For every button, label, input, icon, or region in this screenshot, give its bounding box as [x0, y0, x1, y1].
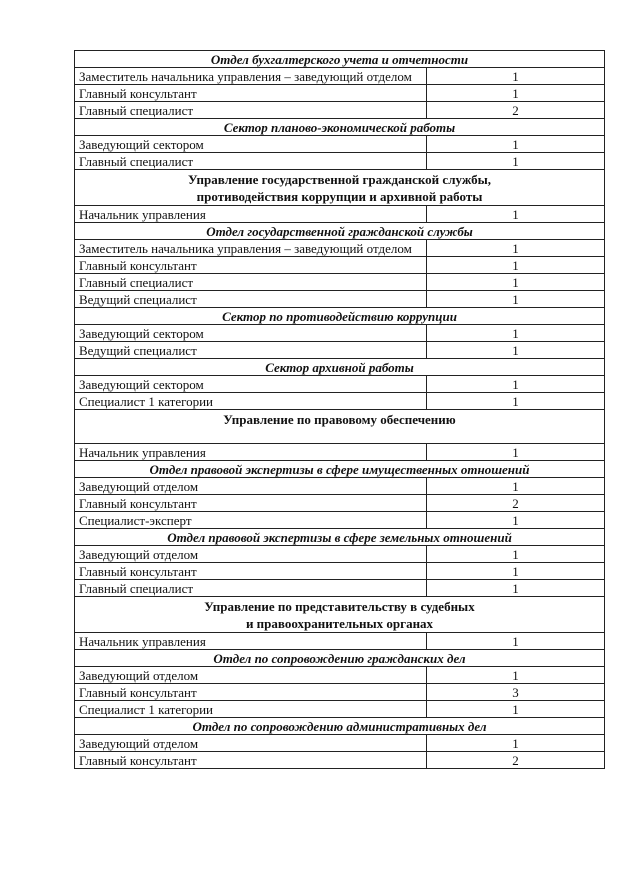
position-title: Главный консультант: [75, 752, 427, 769]
position-count: 1: [427, 136, 605, 153]
position-row: [75, 580, 605, 597]
staff-table-body: [75, 51, 605, 769]
position-title: Главный консультант: [75, 85, 427, 102]
division-header-row: [75, 410, 605, 444]
department-title: Сектор планово-экономической работы: [75, 119, 605, 136]
division-title-line: Управление по представительству в судебных: [204, 599, 475, 614]
position-row: [75, 85, 605, 102]
position-title: Заведующий отделом: [75, 667, 427, 684]
division-title-line: и правоохранительных органах: [245, 616, 434, 631]
department-title: Отдел правовой экспертизы в сфере имущественных отношений: [75, 461, 605, 478]
position-row: [75, 393, 605, 410]
department-title: Отдел бухгалтерского учета и отчетности: [75, 51, 605, 68]
position-title: Начальник управления: [75, 444, 427, 461]
division-title: [75, 410, 605, 444]
position-title: Заведующий отделом: [75, 735, 427, 752]
position-row: [75, 752, 605, 769]
position-row: [75, 495, 605, 512]
position-count: 1: [427, 444, 605, 461]
department-header-row: [75, 119, 605, 136]
position-count: 2: [427, 752, 605, 769]
division-title-line: Управление государственной гражданской службы,: [188, 172, 491, 187]
position-count: 1: [427, 68, 605, 85]
department-title: Отдел правовой экспертизы в сфере земельных отношений: [75, 529, 605, 546]
position-title: Главный специалист: [75, 153, 427, 170]
department-title: Сектор архивной работы: [75, 359, 605, 376]
position-count: 1: [427, 633, 605, 650]
position-row: [75, 512, 605, 529]
position-count: 1: [427, 580, 605, 597]
division-header-row: [75, 597, 605, 633]
position-title: Заведующий сектором: [75, 136, 427, 153]
department-header-row: [75, 461, 605, 478]
position-count: 1: [427, 512, 605, 529]
department-title: Сектор по противодействию коррупции: [75, 308, 605, 325]
position-title: Заведующий отделом: [75, 546, 427, 563]
position-title: Заведующий сектором: [75, 376, 427, 393]
department-title: Отдел по сопровождению административных дел: [75, 718, 605, 735]
position-title: Заведующий отделом: [75, 478, 427, 495]
position-row: [75, 633, 605, 650]
position-title: Специалист-эксперт: [75, 512, 427, 529]
position-title: Ведущий специалист: [75, 342, 427, 359]
department-header-row: [75, 529, 605, 546]
position-count: 1: [427, 376, 605, 393]
position-count: 1: [427, 393, 605, 410]
position-row: [75, 376, 605, 393]
division-title-line: Управление по правовому обеспечению: [223, 412, 456, 427]
position-title: Главный консультант: [75, 495, 427, 512]
position-count: 1: [427, 563, 605, 580]
position-row: [75, 153, 605, 170]
department-header-row: [75, 308, 605, 325]
position-title: Главный специалист: [75, 102, 427, 119]
position-count: 1: [427, 342, 605, 359]
position-count: 1: [427, 240, 605, 257]
position-row: [75, 444, 605, 461]
position-title: Главный консультант: [75, 563, 427, 580]
department-header-row: [75, 650, 605, 667]
position-row: [75, 274, 605, 291]
position-title: Главный консультант: [75, 684, 427, 701]
department-header-row: [75, 51, 605, 68]
position-count: 1: [427, 478, 605, 495]
department-header-row: [75, 223, 605, 240]
position-title: Главный специалист: [75, 274, 427, 291]
position-count: 1: [427, 257, 605, 274]
department-title: Отдел по сопровождению гражданских дел: [75, 650, 605, 667]
position-row: [75, 684, 605, 701]
position-row: [75, 563, 605, 580]
position-row: [75, 325, 605, 342]
position-row: [75, 667, 605, 684]
position-title: Специалист 1 категории: [75, 393, 427, 410]
position-count: 1: [427, 153, 605, 170]
position-title: Начальник управления: [75, 206, 427, 223]
position-count: 1: [427, 325, 605, 342]
position-title: Заместитель начальника управления – заведующий отделом: [75, 68, 427, 85]
position-count: 2: [427, 102, 605, 119]
division-title: [75, 170, 605, 206]
position-row: [75, 240, 605, 257]
position-count: 1: [427, 667, 605, 684]
position-count: 1: [427, 701, 605, 718]
department-header-row: [75, 359, 605, 376]
position-count: 1: [427, 546, 605, 563]
position-count: 1: [427, 85, 605, 102]
position-row: [75, 735, 605, 752]
position-title: Заведующий сектором: [75, 325, 427, 342]
position-title: Ведущий специалист: [75, 291, 427, 308]
division-title: [75, 597, 605, 633]
position-row: [75, 206, 605, 223]
position-title: Главный специалист: [75, 580, 427, 597]
position-title: Заместитель начальника управления – заведующий отделом: [75, 240, 427, 257]
position-count: 1: [427, 291, 605, 308]
position-row: [75, 478, 605, 495]
position-row: [75, 102, 605, 119]
position-title: Главный консультант: [75, 257, 427, 274]
position-row: [75, 68, 605, 85]
position-row: [75, 291, 605, 308]
position-title: Специалист 1 категории: [75, 701, 427, 718]
position-row: [75, 136, 605, 153]
position-count: 3: [427, 684, 605, 701]
division-header-row: [75, 170, 605, 206]
position-row: [75, 342, 605, 359]
position-row: [75, 701, 605, 718]
position-row: [75, 546, 605, 563]
position-count: 1: [427, 206, 605, 223]
division-title-line: противодействия коррупции и архивной работы: [196, 189, 483, 204]
position-count: 2: [427, 495, 605, 512]
position-count: 1: [427, 735, 605, 752]
department-title: Отдел государственной гражданской службы: [75, 223, 605, 240]
staff-table: [74, 50, 605, 769]
position-row: [75, 257, 605, 274]
department-header-row: [75, 718, 605, 735]
position-count: 1: [427, 274, 605, 291]
position-title: Начальник управления: [75, 633, 427, 650]
